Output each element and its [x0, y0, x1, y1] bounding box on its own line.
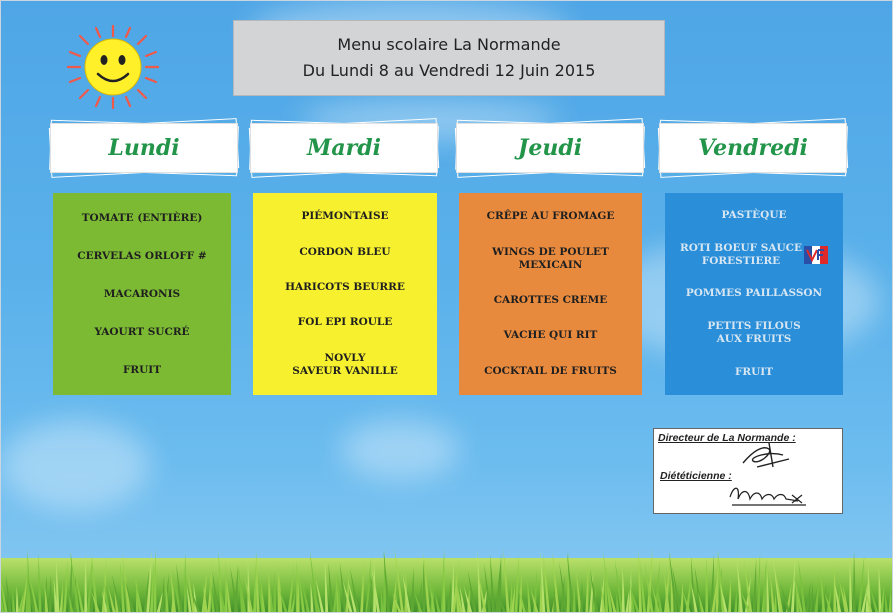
menu-item: FRUIT	[734, 366, 774, 379]
menu-item: NOVLY SAVEUR VANILLE	[292, 351, 398, 377]
menu-item: CRÊPE AU FROMAGE	[486, 210, 615, 223]
menu-date-range: Du Lundi 8 au Vendredi 12 Juin 2015	[302, 61, 596, 80]
menu-item-with-logo	[680, 242, 828, 268]
menu-item: POMMES PAILLASSON	[685, 287, 823, 300]
day-name: Lundi	[50, 123, 238, 173]
menu-item: CERVELAS ORLOFF #	[77, 249, 207, 262]
menu-box-lundi	[53, 193, 231, 395]
menu-item: PIÉMONTAISE	[301, 210, 389, 223]
menu-item: HARICOTS BEURRE	[285, 280, 405, 293]
menu-item: CAROTTES CREME	[493, 293, 608, 306]
signature-box	[653, 428, 843, 514]
menu-item: ROTI BOEUF SAUCE FORESTIERE	[680, 241, 802, 267]
menu-box-vendredi	[665, 193, 843, 395]
day-header-mardi	[250, 123, 438, 173]
menu-item: COCKTAIL DE FRUITS	[484, 364, 617, 377]
day-header-vendredi	[659, 123, 847, 173]
menu-title: Menu scolaire La Normande	[337, 35, 561, 54]
dietitian-label: Diététicienne :	[660, 470, 732, 482]
director-signature	[739, 441, 799, 471]
grass-decoration	[0, 528, 893, 613]
day-header-jeudi	[456, 123, 644, 173]
day-name: Mardi	[250, 123, 438, 173]
menu-item: FRUIT	[122, 363, 162, 376]
menu-item: PETITS FILOUS AUX FRUITS	[707, 320, 801, 346]
menu-item: YAOURT SUCRÉ	[94, 325, 190, 338]
day-name: Jeudi	[456, 123, 644, 173]
day-header-lundi	[50, 123, 238, 173]
menu-item: PASTÈQUE	[721, 208, 787, 221]
menu-title-box	[233, 20, 665, 96]
viande-francaise-logo-icon	[804, 246, 828, 264]
director-label: Directeur de La Normande :	[658, 432, 796, 444]
menu-item: MACARONIS	[103, 287, 181, 300]
dietitian-signature	[726, 479, 816, 509]
smiling-sun-icon	[58, 22, 168, 112]
day-name: Vendredi	[659, 123, 847, 173]
menu-item: FOL EPI ROULE	[297, 316, 393, 329]
menu-item: CORDON BLEU	[299, 245, 391, 258]
menu-box-jeudi	[459, 193, 642, 395]
menu-item: WINGS DE POULET MEXICAIN	[492, 245, 609, 271]
menu-item: TOMATE (ENTIÈRE)	[81, 211, 203, 224]
menu-item: VACHE QUI RIT	[503, 329, 598, 342]
menu-box-mardi	[253, 193, 437, 395]
